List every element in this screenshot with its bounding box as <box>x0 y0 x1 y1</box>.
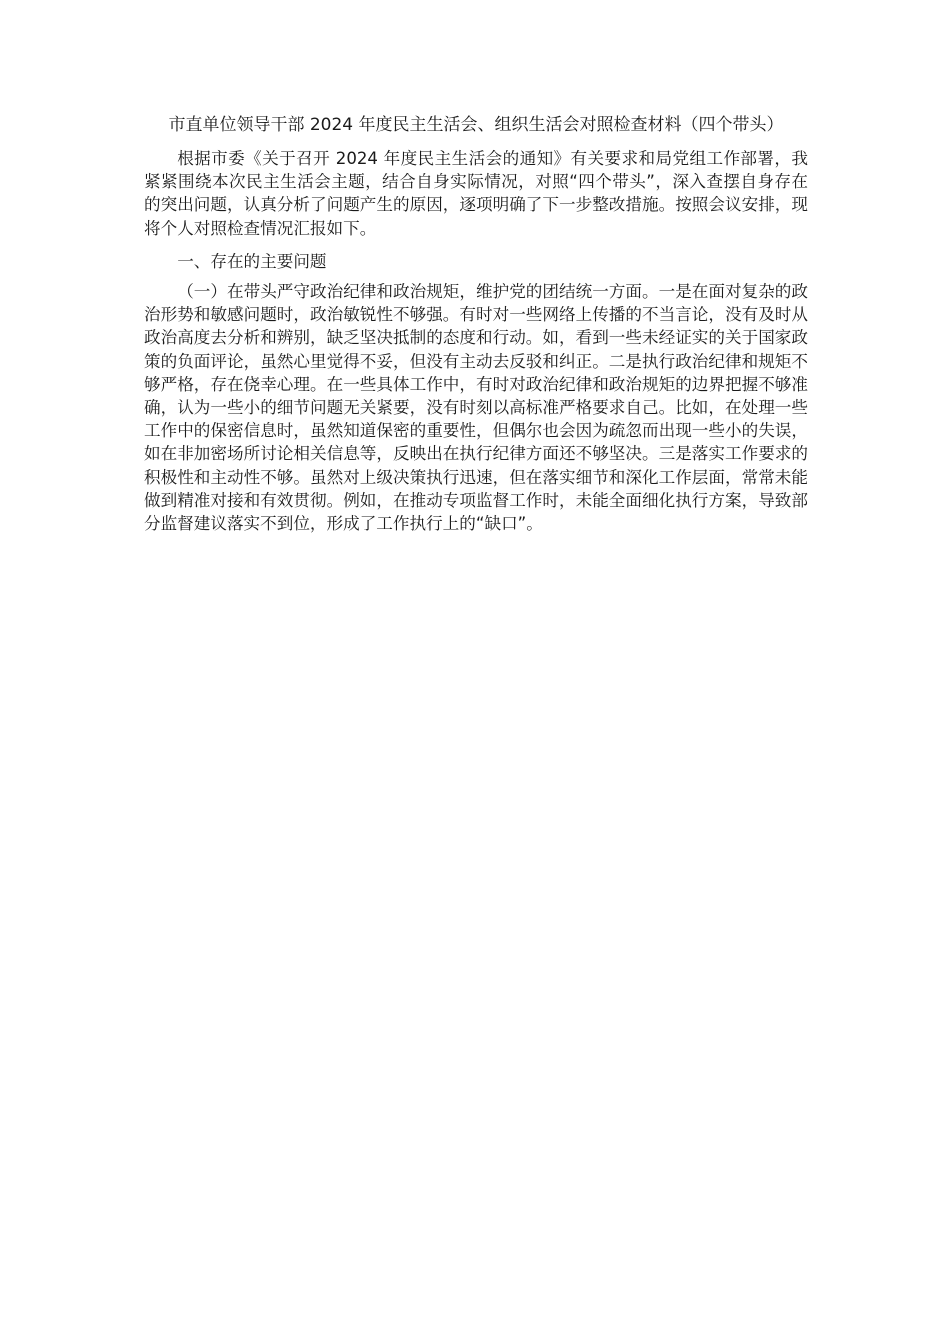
document-page <box>144 114 808 545</box>
section-paragraph-political-discipline: （一）在带头严守政治纪律和政治规矩，维护党的团结统一方面。一是在面对复杂的政治形势和敏感问题时，政治敏锐性不够强。有时对一些网络上传播的不当言论，没有及时从政治高度去分析和辨别，缺乏坚决抵制的态度和行动。如，看到一些未经证实的关于国家政策的负面评论，虽然心里觉得不妥，但没有主动去反驳和纠正。二是执行政治纪律和规矩不够严格，存在侥幸心理。在一些具体工作中，有时对政治纪律和政治规矩的边界把握不够准确，认为一些小的细节问题无关紧要，没有时刻以高标准严格要求自己。比如，在处理一些工作中的保密信息时，虽然知道保密的重要性，但偶尔也会因为疏忽而出现一些小的失误，如在非加密场所讨论相关信息等，反映出在执行纪律方面还不够坚决。三是落实工作要求的积极性和主动性不够。虽然对上级决策执行迅速，但在落实细节和深化工作层面，常常未能做到精准对接和有效贯彻。例如，在推动专项监督工作时，未能全面细化执行方案，导致部分监督建议落实不到位，形成了工作执行上的“缺口”。 <box>144 282 808 534</box>
intro-paragraph: 根据市委《关于召开 2024 年度民主生活会的通知》有关要求和局党组工作部署，我紧紧围绕本次民主生活会主题，结合自身实际情况，对照“四个带头”，深入查摆自身存在的突出问题，认真分析了问题产生的原因，逐项明确了下一步整改措施。按照会议安排，现将个人对照检查情况汇报如下。 <box>144 149 808 238</box>
section-heading-problems: 一、存在的主要问题 <box>177 251 327 271</box>
document-title: 市直单位领导干部 2024 年度民主生活会、组织生活会对照检查材料（四个带头） <box>168 115 784 135</box>
